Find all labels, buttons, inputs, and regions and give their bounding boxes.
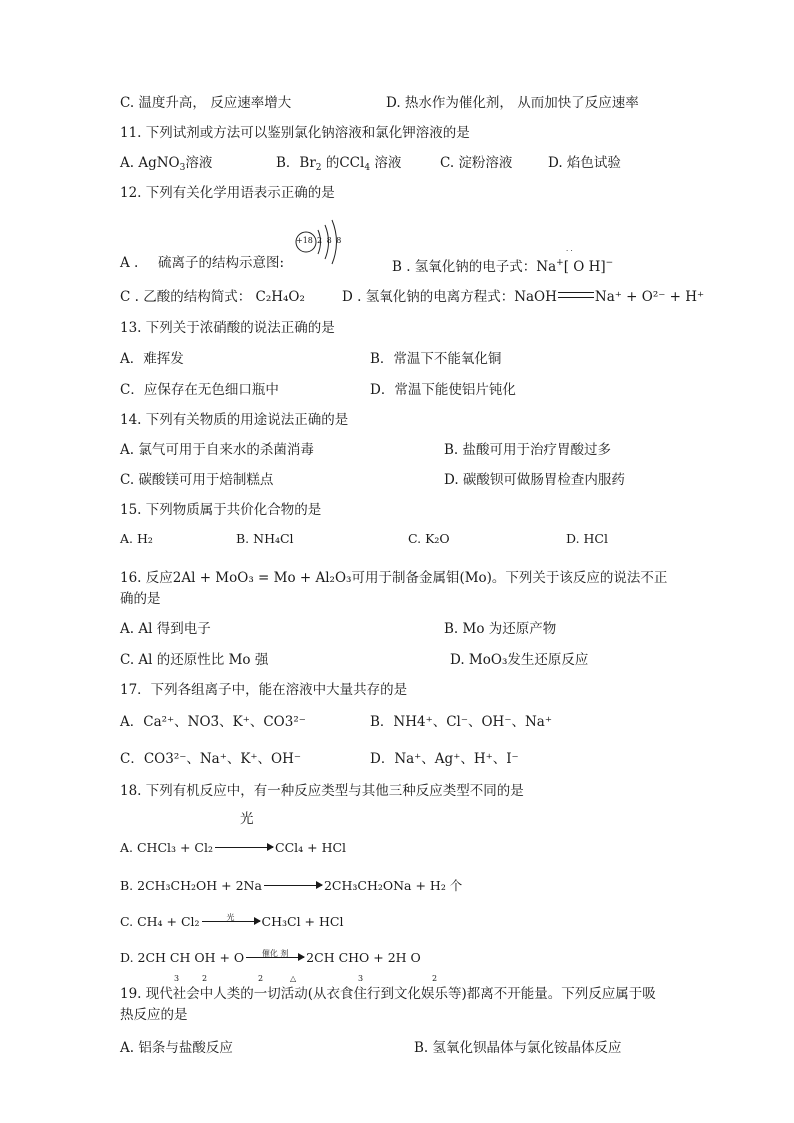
q12-option-d: D . 氢氧化钠的电离方程式：NaOH Na⁺ + O²⁻ + H⁺ [342,289,705,305]
q11-option-d: D. 焰色试验 [548,155,621,171]
q16-option-a: A. Al 得到电子 [120,621,211,637]
q13-stem: 13. 下列关于浓硝酸的说法正确的是 [120,320,335,336]
diagram-nucleus-label: +18 [296,236,313,245]
q18-option-a: A. CHCl₃ + Cl₂ CCl₄ + HCl [120,840,347,855]
q17-option-a: A．Ca²⁺、NO3̄、K⁺、CO3²⁻ [120,714,306,730]
q17-option-b: B．NH4⁺、Cl⁻、OH⁻、Na⁺ [370,714,552,730]
displaced-subscript: 3 [174,974,180,983]
q15-option-a: A. H₂ [120,531,153,546]
q14-option-a: A. 氯气可用于自来水的杀菌消毒 [120,442,314,458]
q11-stem: 11. 下列试剂或方法可以鉴别氯化钠溶液和氯化钾溶液的是 [120,125,470,141]
diagram-shell-electrons: 2 8 8 [317,236,343,245]
equilibrium-sign [558,292,594,298]
q17-stem: 17．下列各组离子中，能在溶液中大量共存的是 [120,682,408,698]
electron-dots: · · [566,247,573,255]
q16-option-d: D. MoO₃发生还原反应 [450,652,589,668]
q19-stem-line1: 19. 现代社会中人类的一切活动(从衣食住行到文化娱乐等)都离不开能量。下列反应属于吸 [120,986,656,1002]
q14-stem: 14. 下列有关物质的用途说法正确的是 [120,412,349,428]
reaction-arrow: 光 [202,921,260,922]
q15-stem: 15. 下列物质属于共价化合物的是 [120,502,322,518]
sulfide-ion-structure-diagram [292,216,348,268]
reaction-arrow [264,885,322,886]
q13-option-d: D．常温下能使铝片钝化 [370,382,516,398]
q12-option-a-label: A . [120,255,139,271]
q17-option-c: C．CO3²⁻、Na⁺、K⁺、OH⁻ [120,751,302,767]
reaction-arrow [215,847,273,848]
q16-option-b: B. Mo 为还原产物 [444,621,557,637]
q15-option-b: B. NH₄Cl [236,531,294,546]
q12-stem: 12. 下列有关化学用语表示正确的是 [120,185,335,201]
q11-option-c: C. 淀粉溶液 [440,155,513,171]
q18-stem: 18. 下列有机反应中，有一种反应类型与其他三种反应类型不同的是 [120,783,524,799]
q19-option-b: B. 氢氧化钡晶体与氯化铵晶体反应 [414,1040,622,1056]
q14-option-d: D. 碳酸钡可做肠胃检查内服药 [444,472,625,488]
q14-option-b: B. 盐酸可用于治疗胃酸过多 [444,442,612,458]
q10-option-d: D. 热水作为催化剂， 从而加快了反应速率 [386,95,639,111]
heat-symbol: △ [290,974,297,983]
reaction-arrow: 催化 剂 [246,957,304,958]
displaced-subscript: 3 [358,974,364,983]
q16-stem-line1: 16. 反应2Al + MoO₃ = Mo + Al₂O₃可用于制备金属钼(Mo)。下列关于该反应的说法不正 [120,570,668,586]
q13-option-c: C．应保存在无色细口瓶中 [120,382,279,398]
q13-option-a: A．难挥发 [120,351,184,367]
q19-option-a: A. 铝条与盐酸反应 [120,1040,233,1056]
q15-option-d: D. HCl [566,531,608,546]
q13-option-b: B．常温下不能氧化铜 [370,351,502,367]
q18-option-b: B. 2CH₃CH₂OH + 2Na 2CH₃CH₂ONa + H₂ 个 [120,878,463,893]
q11-option-a: A. AgNO$_3$溶液 [120,155,213,173]
q12-option-a-text: 硫离子的结构示意图: [158,255,285,271]
q17-option-d: D．Na⁺、Ag⁺、H⁺、I⁻ [370,751,519,767]
displaced-subscript: 2 [258,974,264,983]
q11-option-b: B．$Br_2$ 的CCl$_4$ 溶液 [276,155,402,173]
q18-option-c: C. CH₄ + Cl₂ 光 CH₃Cl + HCl [120,913,344,929]
q19-stem-line2: 热反应的是 [120,1007,188,1023]
q18-option-d: D. 2CH CH OH + O 催化 剂 2CH CHO + 2H O [120,949,421,965]
q16-option-c: C. Al 的还原性比 Mo 强 [120,652,269,668]
q12-option-c: C . 乙酸的结构简式： C₂H₄O₂ [120,289,305,305]
q10-option-c: C. 温度升高， 反应速率增大 [120,95,292,111]
q15-option-c: C. K₂O [408,531,450,546]
q16-stem-line2: 确的是 [120,591,161,607]
displaced-subscript: 2 [432,974,438,983]
q12-option-b: B . 氢氧化钠的电子式：Na+[ O H]− [392,258,614,275]
q14-option-c: C. 碳酸镁可用于焙制糕点 [120,472,274,488]
q18-light-condition: 光 [240,811,254,827]
displaced-subscript: 2 [202,974,208,983]
